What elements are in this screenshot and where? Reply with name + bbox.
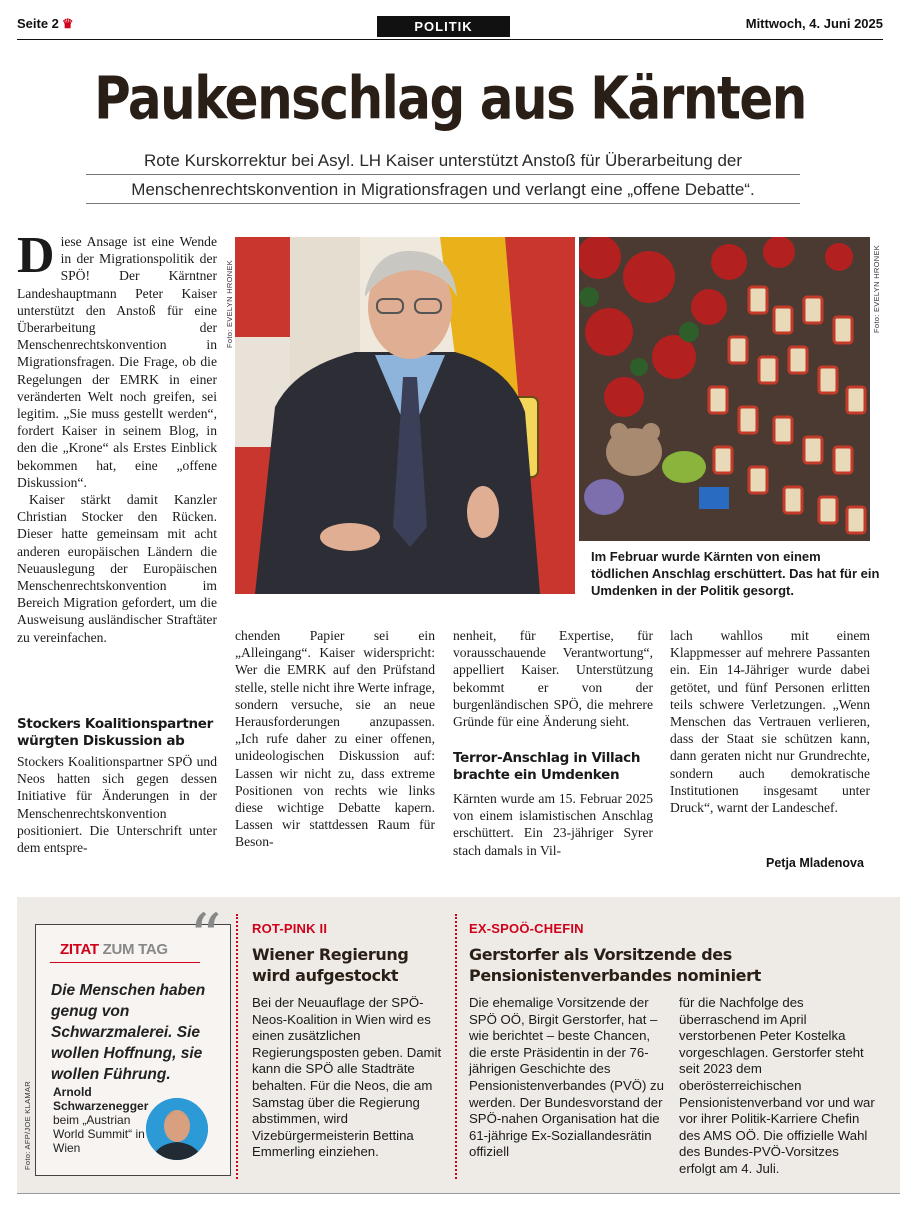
paragraph-7: lach wahllos mit einem Klappmesser auf mehrere Passanten ein. Ein 14-Jähriger wurde dabei getötet, und fünf Personen erlitten teils schwere Verletzungen. „Wenn Menschen das Vertrauen verlieren, dass der Staat sie schützen kann, dann geraten nicht nur Grundrechte, sondern auch demokratische Institutionen insgesamt unter Druck“, warnt der Landeschef. bbox=[670, 628, 870, 816]
quote-context: beim „Austrian World Summit“ in Wien bbox=[53, 1113, 145, 1155]
portrait-image bbox=[235, 237, 575, 594]
issue-date: Mittwoch, 4. Juni 2025 bbox=[745, 16, 883, 31]
quote-text: Die Menschen haben genug von Schwarzmalerei. Sie wollen Hoffnung, sie wollen Führung. bbox=[51, 982, 206, 1083]
paragraph-3: Stockers Koalitionspartner SPÖ und Neos hatten sich gegen dessen Initiative für Änderungen in der Menschenrechtskonvention positioniert. Die Unterschrift unter dem entspre- bbox=[17, 754, 217, 856]
page-header bbox=[17, 14, 883, 40]
article-column-1 bbox=[17, 227, 217, 646]
subline-1: Rote Kurskorrektur bei Asyl. LH Kaiser unterstützt Anstoß für Überarbeitung der bbox=[86, 148, 800, 175]
dropcap: D bbox=[17, 227, 55, 284]
quote-mark-icon: “ bbox=[189, 901, 222, 975]
article-column-4 bbox=[670, 627, 870, 816]
subhead-2: Terror-Anschlag in Villach brachte ein Umdenken bbox=[453, 750, 641, 783]
author-byline: Petja Mladenova bbox=[766, 856, 864, 870]
quote-rule bbox=[50, 962, 200, 963]
headline: Paukenschlag aus Kärnten bbox=[94, 64, 806, 133]
subhead-1: Stockers Koalitionspartner würgten Diskussion ab bbox=[17, 716, 213, 749]
paragraph-6: Kärnten wurde am 15. Februar 2025 von einem islamistischen Anschlag erschüttert. Ein 23-jähriger Syrer stach damals in Vil- bbox=[453, 791, 653, 858]
memorial-image bbox=[579, 237, 870, 541]
quote-speaker: Arnold Schwarzenegger bbox=[53, 1085, 149, 1113]
paragraph-2: Kaiser stärkt damit Kanzler Christian Stocker den Rücken. Dieser hatte gemeinsam mit acht anderen europäischen Ländern die Neuauslegung der Europäischen Menschenrechtskonvention im Bereich Migration gefordert, um die Ausweisung ausländischer Straftäter zu vereinfachen. bbox=[17, 492, 217, 645]
story2-text-col2: für die Nachfolge des überraschend im April verstorbenen Peter Kostelka vorgeschlagen. Gerstorfer steht seit 2023 dem oberösterreichischen Pensionistenverband vor und war vor ihrer Politik-Karriere Chefin des AMS OÖ. Die offizielle Wahl des Bundes-PVÖ-Vorsitzes erfolgt am 4. Juli. bbox=[679, 995, 875, 1176]
story1-headline: Wiener Regierung wird aufgestockt bbox=[252, 945, 409, 985]
article-column-3 bbox=[453, 627, 653, 730]
article-column-2 bbox=[235, 627, 435, 851]
box-divider-1 bbox=[236, 914, 238, 1179]
quote-photo-credit: Foto: AFP/JOE KLAMAR bbox=[23, 1081, 32, 1170]
story2-text-col1: Die ehemalige Vorsitzende der SPÖ OÖ, Birgit Gerstorfer, hat – wie berichtet – beste Chancen, die erste Präsidentin in der 76-jährigen Geschichte des Pensionistenverbandes (PVÖ) zu werden. Der Bundesvorstand der SPÖ-nahen Organisation hat die 61-jährige Ex-Soziallandesrätin offiziell bbox=[469, 995, 664, 1160]
article-column-1-end bbox=[17, 753, 217, 856]
story1-kicker: ROT-PINK II bbox=[252, 921, 328, 936]
quote-title: ZITAT ZUM TAG bbox=[60, 941, 168, 958]
subline-2: Menschenrechtskonvention in Migrationsfragen und verlangt eine „offene Debatte“. bbox=[86, 177, 800, 204]
story1-text: Bei der Neuauflage der SPÖ-Neos-Koalition in Wien wird es einen zusätzlichen Regierungsposten geben. Damit kann die SPÖ alle Stadträte behalten. Für die Neos, die am Samstag über die Regierung abstimmen, wird Vizebürgermeisterin Bettina Emmerling einziehen. bbox=[252, 995, 442, 1160]
paragraph-5: nenheit, für Expertise, für vorausschauende Verantwortung“, appelliert Kaiser. Unterstützung bekommt er von der burgenländischen SPÖ, die mehrere Gründe für eine Änderung sieht. bbox=[453, 628, 653, 730]
avatar bbox=[146, 1098, 208, 1160]
story2-headline: Gerstorfer als Vorsitzende des Pensionistenverbandes nominiert bbox=[469, 945, 761, 985]
page-number: Seite 2 ♛ bbox=[17, 16, 74, 31]
story2-kicker: EX-SPOÖ-CHEFIN bbox=[469, 921, 584, 936]
photo-kaiser bbox=[235, 237, 575, 594]
photo-credit-1: Foto: EVELYN HRONEK bbox=[225, 259, 234, 348]
paragraph-1: iese Ansage ist eine Wende in der Migrationspolitik der SPÖ! Der Kärntner Landeshauptmann Peter Kaiser unterstützt den Anstoß für eine Überarbeitung der Menschenrechtskonvention in Migrationsfragen. Die Frage, ob die Regelungen der EMRK in einer veränderten Welt noch greifen, sei legitim. „Sie muss gestellt werden“, fordert Kaiser in seinem Blog, in den die „Krone“ als Erstes Einblick bekommen hat, eine „offene Diskussion“. bbox=[17, 234, 217, 490]
photo-credit-2: Foto: EVELYN HRONEK bbox=[872, 244, 881, 333]
photo-caption: Im Februar wurde Kärnten von einem tödlichen Anschlag erschüttert. Das hat für ein Umdenken in der Politik gesorgt. bbox=[591, 549, 880, 598]
paragraph-4: chenden Papier sei ein „Alleingang“. Kaiser widerspricht: Wer die EMRK auf den Prüfstand stelle, stelle nicht ihre Werte infrage, sondern versuche, sie an neue Herausforderungen anzupassen. „Ich rufe daher zu einer offenen, unideologischen Diskussion auf: Lassen wir nicht zu, dass extreme Positionen von rechts wie links diese wichtige Debatte kapern. Lassen wir stattdessen Raum für Beson- bbox=[235, 628, 435, 850]
box-divider-2 bbox=[455, 914, 457, 1179]
crown-icon: ♛ bbox=[61, 16, 74, 31]
photo-memorial bbox=[579, 237, 870, 541]
section-label: POLITIK bbox=[377, 16, 510, 37]
article-column-3-end bbox=[453, 790, 653, 859]
